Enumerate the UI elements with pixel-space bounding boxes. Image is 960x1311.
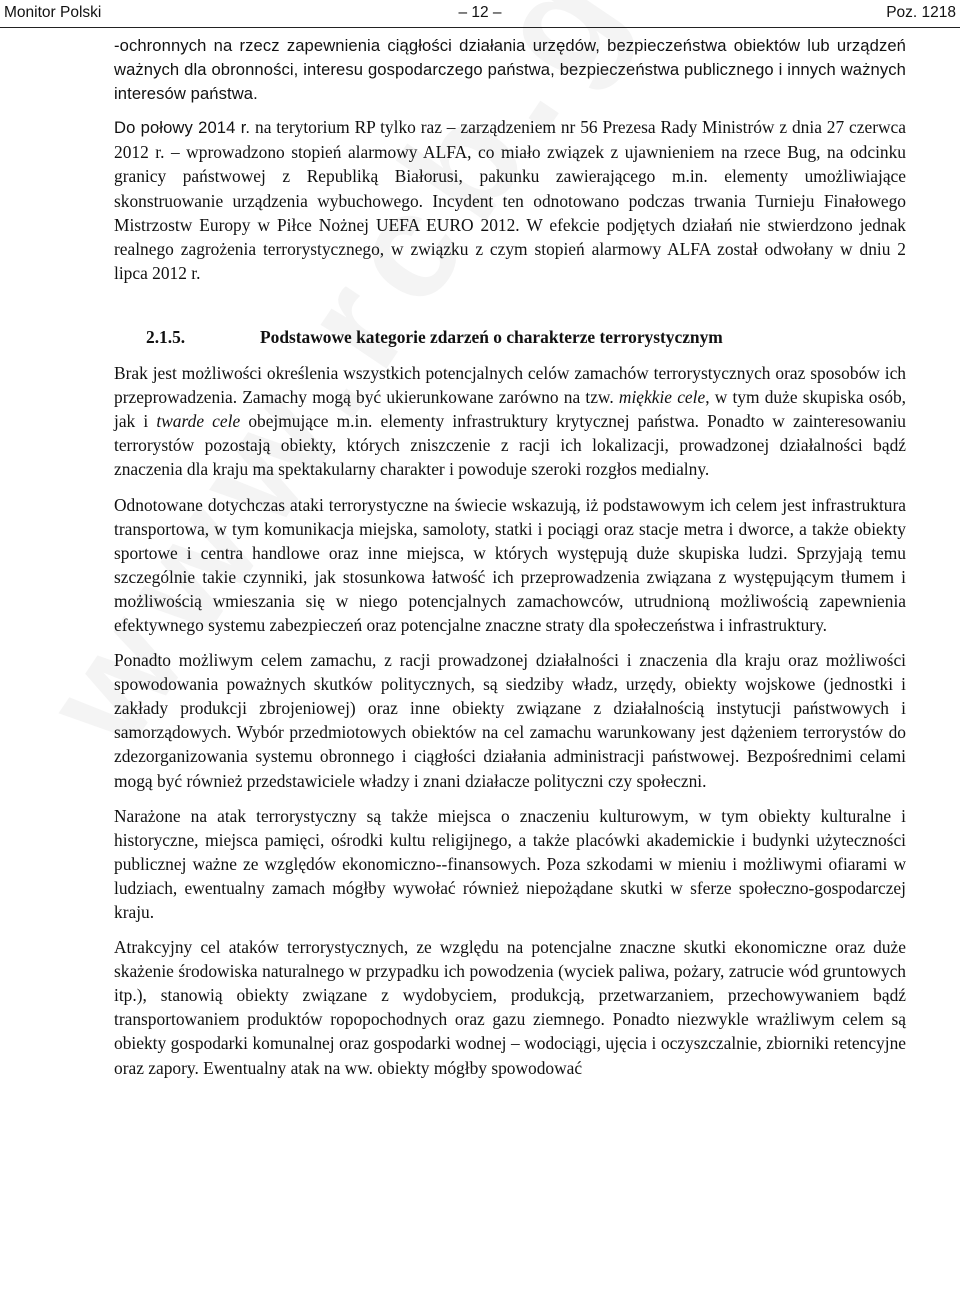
document-body [114, 34, 906, 1080]
paragraph-text: na terytorium RP tylko raz – zarządzeniem nr 56 Prezesa Rady Ministrów z dnia 27 czerwca 2012 r. – wprowadzono stopień alarmowy ALFA, co miało związek z ujawnieniem na rzece Bug, na odcinku granicy państwowej z Republiką Białorusi, pakunku zawierającego m.in. elementy umożliwiające skonstruowanie urządzenia wybuchowego. Incydent ten odnotowano podczas trwania Turnieju Finałowego Mistrzostw Europy w Piłce Nożnej UEFA EURO 2012. W efekcie podjętych działań nie stwierdzono jednak realnego zagrożenia terrorystycznego, w związku z czym stopień alarmowy ALFA został odwołany w dniu 2 lipca 2012 r. [114, 117, 906, 283]
paragraph-lead: Do połowy 2014 r. [114, 118, 251, 138]
text-run: obejmujące m.in. elementy infrastruktury krytycznej państwa. Ponadto w zainteresowaniu terrorystów pozostają obiekty, których zniszczenie z racji ich lokalizacji, prowadzonej działalności bądź znaczenia dla kraju ma spektakularny charakter i powoduje szeroki rozgłos medialny. [114, 411, 906, 480]
paragraph-transport: Odnotowane dotychczas ataki terrorystyczne na świecie wskazują, iż podstawowym ich celem jest infrastruktura transportowa, w tym komunikacja miejska, samoloty, statki i pociągi oraz stacje metra i dworce, a także obiekty sportowe i centra handlowe oraz inne miejsca, w których występują duże skupiska ludzi. Sprzyjają temu szczególnie takie czynniki, jak stosunkowa łatwość ich przeprowadzenia związana z występującym tłumem i możliwością wmieszania się w niego potencjalnych zamachowców, utrudnioną możliwością zapewnienia efektywnego systemu zabezpieczeń oraz potencjalne znaczne straty dla społeczeństwa i infrastruktury. [114, 494, 906, 635]
page-header [0, 0, 960, 26]
paragraph-government: Ponadto możliwym celem zamachu, z racji prowadzonej działalności i znaczenia dla kraju oraz możliwości spowodowania poważnych skutków politycznych, są siedziby władz, urzędy, obiekty wojskowe (jednostki i zakłady produkcji zbrojeniowej) oraz inne obiekty związane z działalnością instytucji państwowych i samorządowych. Wybór przedmiotowych obiektów na cel zamachu warunkowany jest dążeniem terrorystów do zdezorganizowania systemu obronnego i ciągłości działania administracji państwowej. Bezpośrednimi celami mogą być również przedstawiciele władzy i znani działacze polityczni czy społeczni. [114, 650, 906, 791]
section-heading [114, 325, 906, 349]
publication-name: Monitor Polski [4, 4, 102, 21]
italic-term-soft-targets: miękkie cele [618, 387, 706, 408]
text-run: Brak jest możliwości określenia wszystkich potencjalnych celów zamachów terrorystycznych oraz sposobów ich przeprowadzenia. Zamachy mogą być ukierunkowane zarówno na tzw. [114, 363, 906, 408]
paragraph-culture: Narażone na atak terrorystyczny są także miejsca o znaczeniu kulturowym, w tym obiekty kulturalne i historyczne, miejsca pamięci, ośrodki kultu religijnego, a także placówki akademickie i budynki użyteczności publicznej ważne ze względów ekonomiczno--finansowych. Poza szkodami w mieniu i możliwymi ofiarami w ludziach, ewentualny zamach mógłby wywołać również niepożądane skutki w sferze społeczno-gospodarczej kraju. [114, 805, 906, 922]
text-run: , w tym duże skupiska osób, jak i [114, 387, 906, 432]
paragraph-alarm-level [114, 115, 906, 285]
paragraph-targets [114, 361, 906, 481]
page-number: – 12 – [458, 4, 502, 21]
header-divider [0, 27, 960, 28]
paragraph-continuation: -ochronnych na rzecz zapewnienia ciągłości działania urzędów, bezpieczeństwa obiektów lub urządzeń ważnych dla obronności, interesu gospodarczego państwa, bezpieczeństwa publicznego i innych ważnych interesów państwa. [114, 36, 906, 104]
italic-term-hard-targets: twarde cele [156, 411, 241, 432]
item-number: Poz. 1218 [886, 4, 956, 21]
section-title: Podstawowe kategorie zdarzeń o charakterze terrorystycznym [260, 326, 723, 347]
paragraph-energy: Atrakcyjny cel ataków terrorystycznych, ze względu na potencjalne znaczne skutki ekonomiczne oraz duże skażenie środowiska naturalnego w przypadku ich powodzenia (wyciek paliwa, pożary, zatrucie wód gruntowych itp.), stanowią obiekty związane z wydobyciem, produkcją, przetwarzaniem, przechowywaniem bądź transportowaniem produktów ropopochodnych oraz gazu ziemnego. Ponadto niezwykle wrażliwym celem są obiekty gospodarki komunalnej oraz gospodarki wodnej – wodociągi, ujęcia i oczyszczalnie, zbiorniki retencyjne oraz zapory. Ewentualny atak na ww. obiekty mógłby spowodować [114, 937, 906, 1078]
section-number: 2.1.5. [146, 326, 186, 347]
